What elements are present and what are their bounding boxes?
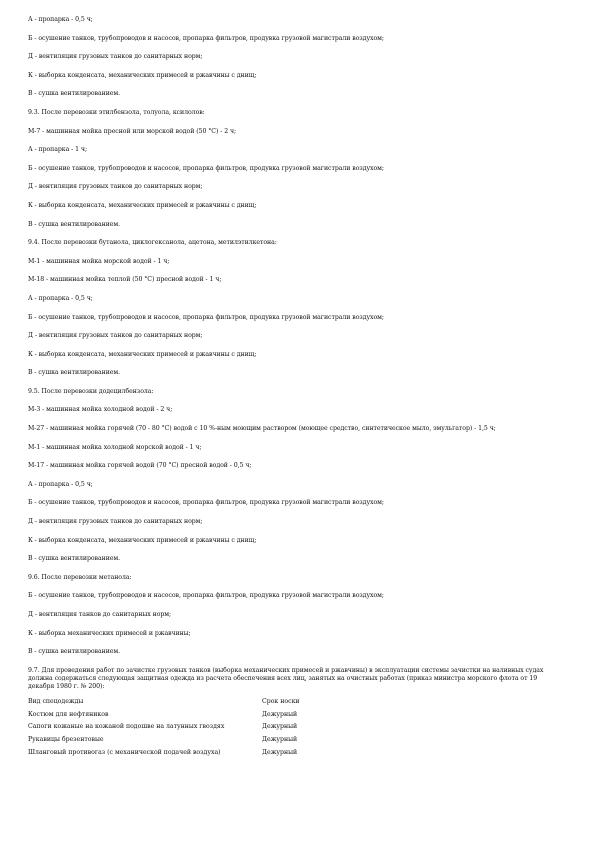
text-line: К - выборка конденсата, механических примесей и ржавчины с днищ; [28,350,257,358]
text-line: М-1 - машинная мойка морской водой - 1 ч; [28,257,170,265]
protective-clothing-table [28,698,300,762]
text-line: М-7 - машинная мойка пресной или морской водой (50 °С) - 2 ч; [28,127,237,135]
text-line: Д - вентиляция грузовых танков до санитарных норм; [28,518,203,526]
cell-wear-period: Дежурный [262,748,298,756]
text-line: К - выборка механических примесей и ржавчины; [28,629,191,637]
text-line: М-3 - машинная мойка холодной водой - 2 ч; [28,406,173,414]
text-line: 9.3. После перевозки этилбензола, толуола, ксилолов: [28,108,205,116]
cell-wear-period: Дежурный [262,723,298,731]
text-line: Б - осушение танков, трубопроводов и насосов, пропарка фильтров, продувка грузовой магистрали воздухом; [28,34,384,42]
text-line: Б - осушение танков, трубопроводов и насосов, пропарка фильтров, продувка грузовой магистрали воздухом; [28,592,384,600]
text-line: А - пропарка - 0,5 ч; [28,16,93,23]
text-line: А - пропарка - 0,5 ч; [28,294,93,302]
text-line: В - сушка вентилированием. [28,555,121,563]
text-line: К - выборка конденсата, механических примесей и ржавчины с днищ; [28,536,257,544]
text-line: М-18 - машинная мойка теплой (50 °С) пресной водой - 1 ч; [28,276,222,284]
cell-wear-period: Дежурный [262,710,298,718]
text-line: В - сушка вентилированием. [28,90,121,98]
text-line: Б - осушение танков, трубопроводов и насосов, пропарка фильтров, продувка грузовой магистрали воздухом; [28,499,384,507]
text-line: Д - вентиляция грузовых танков до санитарных норм; [28,53,203,61]
cell-clothing-type: Рукавицы брезентовые [28,736,104,744]
text-line: В - сушка вентилированием. [28,220,121,228]
table-row [28,736,300,749]
header-clothing-type: Вид спецодежды [28,697,84,705]
text-line: М-1 - машинная мойка холодной морской водой - 1 ч; [28,443,202,451]
cell-clothing-type: Сапоги кожаные на кожаной подошве на латунных гвоздях [28,723,225,731]
text-line: В - сушка вентилированием. [28,648,121,656]
text-line: А - пропарка - 0,5 ч; [28,480,93,488]
text-line: Б - осушение танков, трубопроводов и насосов, пропарка фильтров, продувка грузовой магистрали воздухом; [28,313,384,321]
cell-wear-period: Дежурный [262,736,298,744]
text-line: Д - вентиляция грузовых танков до санитарных норм; [28,183,203,191]
header-wear-period: Срок носки [262,697,300,705]
text-line: М-27 - машинная мойка горячей (70 - 80 °С) водой с 10 %-ным моющим раствором (моющее средство, синтетическое мыло, эмульгатор) - 1,5 ч; [28,425,496,433]
table-header-row [28,698,300,711]
table-row [28,749,300,762]
text-line: К - выборка конденсата, механических примесей и ржавчины с днищ; [28,71,257,79]
text-line: 9.4. После перевозки бутанола, циклогексанола, ацетона, метилэтилкетона: [28,239,277,247]
paragraph-9-7: 9.7. Для проведения работ по зачистке грузовых танков (выборка механических примесей и ржавчины) в эксплуатации системы зачистки на наливных судах должна содержаться следующая защитная одежда из расчета обеспечения всех лиц, занятых на очистных работах (приказ министра морского флота от 19 декабря 1980 г. № 200): [28,666,544,690]
cell-clothing-type: Костюм для нефтяников [28,710,109,718]
text-line: 9.5. После перевозки додецилбензола: [28,387,154,395]
text-line: К - выборка конденсата, механических примесей и ржавчины с днищ; [28,201,257,209]
text-line: М-17 - машинная мойка горячей водой (70 °С) пресной водой - 0,5 ч; [28,462,252,470]
text-line: Б - осушение танков, трубопроводов и насосов, пропарка фильтров, продувка грузовой магистрали воздухом; [28,164,384,172]
table-row [28,711,300,724]
text-line: А - пропарка - 1 ч; [28,146,88,154]
text-line: В - сушка вентилированием. [28,369,121,377]
text-line: Д - вентиляция танков до санитарных норм; [28,611,172,618]
table-row [28,723,300,736]
text-line: Д - вентиляция грузовых танков до санитарных норм; [28,332,203,340]
cell-clothing-type: Шланговый противогаз (с механической подачей воздуха) [28,748,221,756]
text-lines [28,16,567,656]
text-line: 9.6. После перевозки метанола: [28,573,132,581]
